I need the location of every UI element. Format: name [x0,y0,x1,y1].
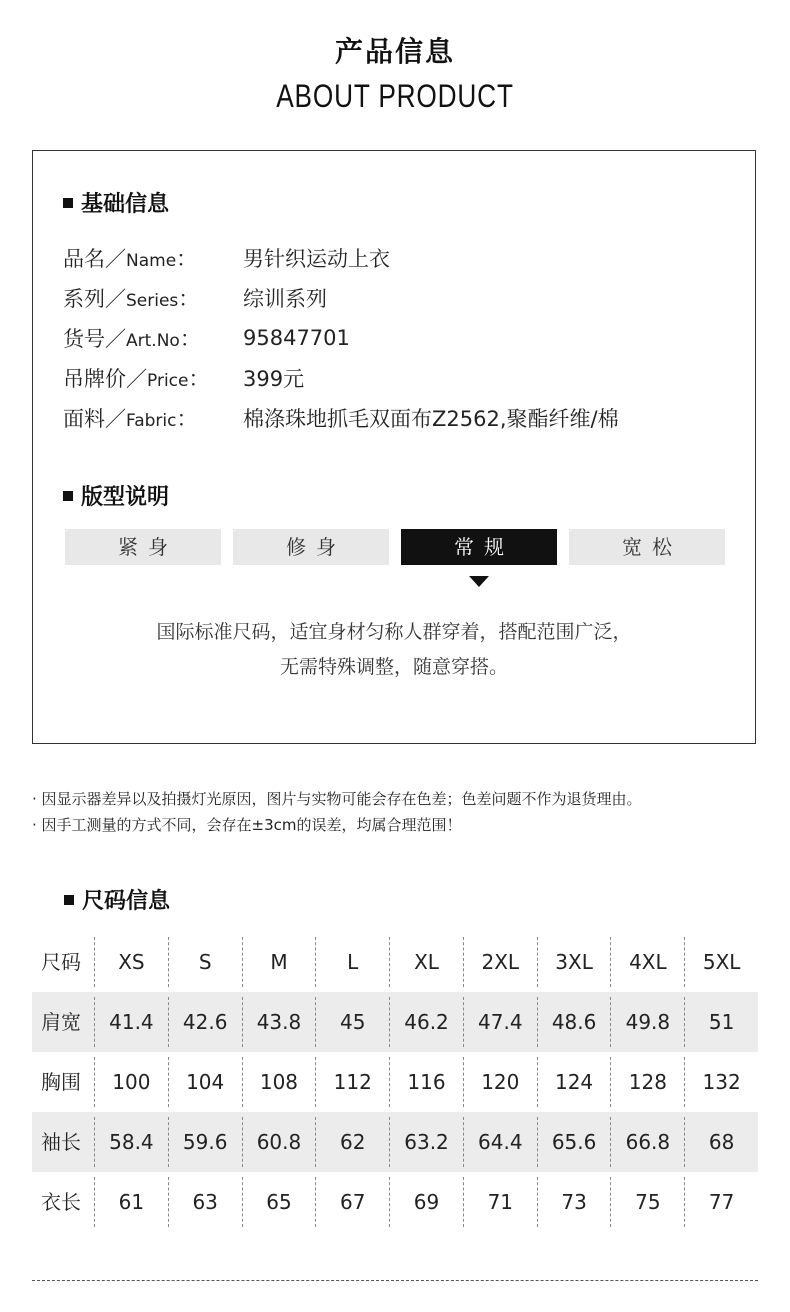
table-cell: 116 [389,1057,463,1107]
table-cell: 124 [537,1057,611,1107]
table-cell: 51 [684,997,758,1047]
table-cell: 60.8 [242,1117,316,1167]
table-row [32,992,758,1052]
table-cell: 47.4 [463,997,537,1047]
table-cell: 61 [94,1177,168,1227]
table-cell: 49.8 [610,997,684,1047]
table-cell: M [242,937,316,987]
info-row-series [63,282,327,314]
info-label-cn: 面料／ [63,407,126,431]
table-cell: XS [94,937,168,987]
note-line: · 因显示器差异以及拍摄灯光原因，图片与实物可能会存在色差；色差问题不作为退货理由。 [32,790,642,808]
info-value: 棉涤珠地抓毛双面布Z2562,聚酯纤维/棉 [243,407,619,431]
info-label-en: Art.No [126,331,180,351]
table-cell: 69 [389,1177,463,1227]
size-heading-text: 尺码信息 [82,889,171,914]
square-bullet-icon [63,491,73,501]
table-cell: 45 [315,997,389,1047]
product-info-box [32,150,756,744]
table-cell: 42.6 [168,997,242,1047]
fit-tab-slim[interactable]: 修身 [233,529,389,565]
table-cell: 66.8 [610,1117,684,1167]
fit-heading [63,480,169,511]
table-row [32,1112,758,1172]
table-cell: 63.2 [389,1117,463,1167]
table-cell: 48.6 [537,997,611,1047]
table-cell: 71 [463,1177,537,1227]
notes [32,786,642,838]
info-row-fabric [63,402,619,434]
table-cell: 62 [315,1117,389,1167]
table-cell: 2XL [463,937,537,987]
fit-desc-line: 无需特殊调整，随意穿搭。 [279,656,508,678]
table-cell: 4XL [610,937,684,987]
table-cell: 64.4 [463,1117,537,1167]
fit-tabs [65,529,725,565]
table-row [32,1172,758,1232]
page-title-en: ABOUT PRODUCT [276,78,514,114]
basic-info-heading [63,187,169,218]
note-line: · 因手工测量的方式不同，会存在±3cm的误差，均属合理范围！ [32,816,462,834]
table-cell: 58.4 [94,1117,168,1167]
table-cell: 108 [242,1057,316,1107]
table-cell: 41.4 [94,997,168,1047]
table-cell: 67 [315,1177,389,1227]
table-cell: 65.6 [537,1117,611,1167]
info-value: 综训系列 [243,287,327,311]
info-label-en: Fabric [126,411,177,431]
info-label: 货号／Art.No： [63,327,201,351]
info-value: 399元 [243,367,305,391]
info-value: 95847701 [243,326,350,350]
table-cell: 5XL [684,937,758,987]
fit-tab-regular[interactable]: 常规 [401,529,557,565]
fit-description [33,615,755,685]
table-cell: 132 [684,1057,758,1107]
info-label-en: Price [147,371,189,391]
size-heading [64,884,170,915]
fit-heading-text: 版型说明 [81,485,170,510]
table-cell: 尺码 [41,950,81,974]
table-cell: 肩宽 [41,1010,81,1034]
info-label-cn: 系列／ [63,287,126,311]
table-cell: 3XL [537,937,611,987]
info-label: 品名／Name： [63,247,198,271]
info-value: 男针织运动上衣 [243,247,390,271]
table-cell: 100 [94,1057,168,1107]
square-bullet-icon [63,198,73,208]
info-label-cn: 货号／ [63,327,126,351]
table-cell: 128 [610,1057,684,1107]
divider [32,1280,758,1281]
table-cell: 袖长 [41,1130,81,1154]
info-row-price [63,362,304,394]
square-bullet-icon [64,895,74,905]
info-label: 吊牌价／Price： [63,367,210,391]
fit-tab-loose[interactable]: 宽松 [569,529,725,565]
info-row-art-no [63,322,350,354]
table-cell: 胸围 [41,1070,81,1094]
table-cell: 63 [168,1177,242,1227]
table-cell: XL [389,937,463,987]
info-label: 系列／Series： [63,287,200,311]
table-cell: 75 [610,1177,684,1227]
size-table [32,932,758,1232]
table-cell: 59.6 [168,1117,242,1167]
table-cell: L [315,937,389,987]
info-label-cn: 品名／ [63,247,126,271]
table-cell: 46.2 [389,997,463,1047]
table-cell: 73 [537,1177,611,1227]
fit-desc-line: 国际标准尺码，适宜身材匀称人群穿着，搭配范围广泛， [156,621,632,643]
table-cell: 68 [684,1117,758,1167]
basic-info-heading-text: 基础信息 [81,192,170,217]
table-cell: 112 [315,1057,389,1107]
info-label-en: Series [126,291,179,311]
table-cell: 衣长 [41,1190,81,1214]
table-cell: 120 [463,1057,537,1107]
table-cell: S [168,937,242,987]
info-label: 面料／Fabric： [63,407,198,431]
info-label-en: Name [126,251,177,271]
triangle-down-icon [469,576,489,587]
table-cell: 77 [684,1177,758,1227]
table-cell: 43.8 [242,997,316,1047]
table-cell: 65 [242,1177,316,1227]
size-table-header [32,932,758,992]
info-label-cn: 吊牌价／ [63,367,147,391]
table-cell: 104 [168,1057,242,1107]
info-row-name [63,242,390,274]
fit-tab-tight[interactable]: 紧身 [65,529,221,565]
page-title-cn: 产品信息 [334,35,455,68]
table-row [32,1052,758,1112]
